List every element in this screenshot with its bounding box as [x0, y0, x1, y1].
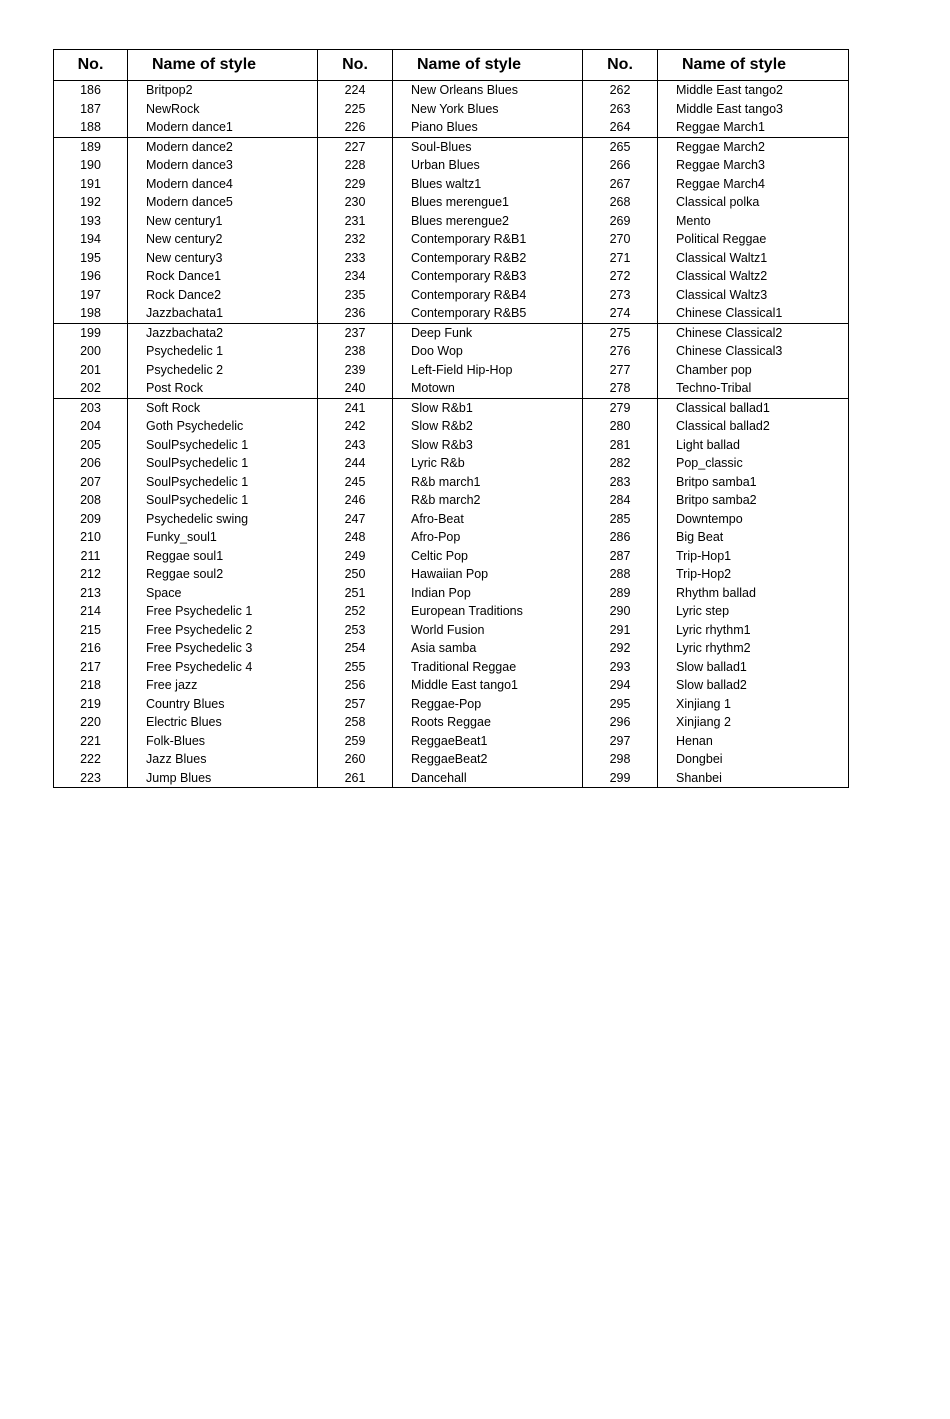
table-row	[54, 732, 849, 751]
header-no: No.	[583, 50, 658, 81]
style-name-cell: Goth Psychedelic	[128, 417, 318, 436]
table-row	[54, 304, 849, 323]
style-name-cell: Free Psychedelic 4	[128, 658, 318, 677]
style-name-cell: Middle East tango2	[658, 81, 849, 100]
style-number-cell: 294	[583, 676, 658, 695]
style-number-cell: 241	[318, 398, 393, 417]
style-name-cell: Blues waltz1	[393, 175, 583, 194]
style-name-cell: Chinese Classical1	[658, 304, 849, 323]
style-name-cell: Soul-Blues	[393, 137, 583, 156]
style-name-cell: Free Psychedelic 2	[128, 621, 318, 640]
style-name-cell: Celtic Pop	[393, 547, 583, 566]
table-row	[54, 137, 849, 156]
style-number-cell: 224	[318, 81, 393, 100]
style-number-cell: 282	[583, 454, 658, 473]
style-number-cell: 276	[583, 342, 658, 361]
style-number-cell: 219	[54, 695, 128, 714]
style-name-cell: Shanbei	[658, 769, 849, 788]
style-name-cell: Reggae March4	[658, 175, 849, 194]
header-name-of-style: Name of style	[393, 50, 583, 81]
style-number-cell: 263	[583, 100, 658, 119]
style-number-cell: 195	[54, 249, 128, 268]
table-row	[54, 602, 849, 621]
style-name-cell: Britpo samba1	[658, 473, 849, 492]
style-name-cell: Electric Blues	[128, 713, 318, 732]
style-name-cell: Psychedelic 2	[128, 361, 318, 380]
style-number-cell: 287	[583, 547, 658, 566]
style-name-cell: Xinjiang 2	[658, 713, 849, 732]
style-name-cell: Contemporary R&B3	[393, 267, 583, 286]
style-name-cell: Classical Waltz3	[658, 286, 849, 305]
style-number-cell: 223	[54, 769, 128, 788]
style-name-cell: Britpop2	[128, 81, 318, 100]
style-number-cell: 239	[318, 361, 393, 380]
style-number-cell: 197	[54, 286, 128, 305]
style-number-cell: 208	[54, 491, 128, 510]
style-number-cell: 299	[583, 769, 658, 788]
style-number-cell: 221	[54, 732, 128, 751]
table-row	[54, 417, 849, 436]
style-number-cell: 220	[54, 713, 128, 732]
style-name-cell: Chamber pop	[658, 361, 849, 380]
style-number-cell: 226	[318, 118, 393, 137]
style-name-cell: Blues merengue2	[393, 212, 583, 231]
style-number-cell: 243	[318, 436, 393, 455]
style-name-cell: Blues merengue1	[393, 193, 583, 212]
style-number-cell: 275	[583, 323, 658, 342]
style-name-cell: ReggaeBeat1	[393, 732, 583, 751]
style-number-cell: 255	[318, 658, 393, 677]
style-number-cell: 265	[583, 137, 658, 156]
style-number-cell: 194	[54, 230, 128, 249]
style-name-cell: Lyric rhythm1	[658, 621, 849, 640]
style-name-cell: Piano Blues	[393, 118, 583, 137]
style-name-cell: Lyric rhythm2	[658, 639, 849, 658]
style-number-cell: 296	[583, 713, 658, 732]
style-number-cell: 212	[54, 565, 128, 584]
style-name-cell: Big Beat	[658, 528, 849, 547]
style-name-cell: Classical ballad1	[658, 398, 849, 417]
style-number-cell: 214	[54, 602, 128, 621]
style-number-cell: 262	[583, 81, 658, 100]
style-name-cell: Jump Blues	[128, 769, 318, 788]
table-row	[54, 547, 849, 566]
style-name-cell: Reggae March2	[658, 137, 849, 156]
style-name-cell: R&b march1	[393, 473, 583, 492]
table-row	[54, 491, 849, 510]
style-number-cell: 284	[583, 491, 658, 510]
table-row	[54, 361, 849, 380]
style-name-cell: Slow ballad2	[658, 676, 849, 695]
style-name-cell: New century1	[128, 212, 318, 231]
style-name-cell: Pop_classic	[658, 454, 849, 473]
table-row	[54, 658, 849, 677]
style-name-cell: Chinese Classical2	[658, 323, 849, 342]
table-row	[54, 193, 849, 212]
header-no: No.	[54, 50, 128, 81]
style-name-cell: Britpo samba2	[658, 491, 849, 510]
style-number-cell: 256	[318, 676, 393, 695]
style-number-cell: 260	[318, 750, 393, 769]
table-row	[54, 118, 849, 137]
style-number-cell: 234	[318, 267, 393, 286]
style-name-cell: Reggae soul2	[128, 565, 318, 584]
style-name-cell: Afro-Beat	[393, 510, 583, 529]
table-row	[54, 156, 849, 175]
style-number-cell: 229	[318, 175, 393, 194]
style-name-cell: Indian Pop	[393, 584, 583, 603]
table-row	[54, 267, 849, 286]
table-row	[54, 565, 849, 584]
style-name-cell: Modern dance5	[128, 193, 318, 212]
style-number-cell: 207	[54, 473, 128, 492]
style-name-cell: Doo Wop	[393, 342, 583, 361]
style-number-cell: 272	[583, 267, 658, 286]
style-number-cell: 251	[318, 584, 393, 603]
style-number-cell: 218	[54, 676, 128, 695]
style-number-cell: 264	[583, 118, 658, 137]
style-name-cell: Soft Rock	[128, 398, 318, 417]
style-name-cell: Middle East tango1	[393, 676, 583, 695]
style-number-cell: 188	[54, 118, 128, 137]
style-number-cell: 253	[318, 621, 393, 640]
style-name-cell: Reggae March3	[658, 156, 849, 175]
style-name-cell: Modern dance1	[128, 118, 318, 137]
style-number-cell: 199	[54, 323, 128, 342]
style-name-cell: SoulPsychedelic 1	[128, 454, 318, 473]
style-name-cell: Rhythm ballad	[658, 584, 849, 603]
style-name-cell: New York Blues	[393, 100, 583, 119]
style-number-cell: 274	[583, 304, 658, 323]
style-name-cell: Jazzbachata2	[128, 323, 318, 342]
style-name-cell: Classical polka	[658, 193, 849, 212]
style-number-cell: 257	[318, 695, 393, 714]
style-number-cell: 203	[54, 398, 128, 417]
style-number-cell: 192	[54, 193, 128, 212]
style-name-cell: ReggaeBeat2	[393, 750, 583, 769]
style-number-cell: 238	[318, 342, 393, 361]
style-number-cell: 189	[54, 137, 128, 156]
style-list-table	[53, 49, 849, 788]
style-number-cell: 277	[583, 361, 658, 380]
style-name-cell: Country Blues	[128, 695, 318, 714]
table-row	[54, 769, 849, 788]
style-number-cell: 245	[318, 473, 393, 492]
table-row	[54, 286, 849, 305]
table-body	[54, 81, 849, 788]
table-row	[54, 510, 849, 529]
style-name-cell: World Fusion	[393, 621, 583, 640]
style-number-cell: 269	[583, 212, 658, 231]
style-name-cell: Funky_soul1	[128, 528, 318, 547]
table-row	[54, 81, 849, 100]
style-number-cell: 261	[318, 769, 393, 788]
style-number-cell: 298	[583, 750, 658, 769]
table-row	[54, 212, 849, 231]
style-name-cell: Contemporary R&B5	[393, 304, 583, 323]
style-number-cell: 198	[54, 304, 128, 323]
style-number-cell: 278	[583, 379, 658, 398]
style-name-cell: Light ballad	[658, 436, 849, 455]
style-name-cell: Slow R&b3	[393, 436, 583, 455]
style-name-cell: Downtempo	[658, 510, 849, 529]
table-row	[54, 398, 849, 417]
style-name-cell: SoulPsychedelic 1	[128, 436, 318, 455]
style-number-cell: 202	[54, 379, 128, 398]
style-name-cell: Psychedelic 1	[128, 342, 318, 361]
style-name-cell: New Orleans Blues	[393, 81, 583, 100]
style-number-cell: 266	[583, 156, 658, 175]
style-name-cell: Rock Dance1	[128, 267, 318, 286]
style-number-cell: 271	[583, 249, 658, 268]
style-name-cell: Modern dance4	[128, 175, 318, 194]
style-number-cell: 210	[54, 528, 128, 547]
style-name-cell: Asia samba	[393, 639, 583, 658]
style-number-cell: 206	[54, 454, 128, 473]
style-number-cell: 204	[54, 417, 128, 436]
style-number-cell: 290	[583, 602, 658, 621]
table-row	[54, 473, 849, 492]
style-number-cell: 217	[54, 658, 128, 677]
table-row	[54, 342, 849, 361]
table-header	[54, 50, 849, 81]
style-number-cell: 196	[54, 267, 128, 286]
style-number-cell: 292	[583, 639, 658, 658]
style-number-cell: 267	[583, 175, 658, 194]
style-name-cell: Dancehall	[393, 769, 583, 788]
style-number-cell: 235	[318, 286, 393, 305]
style-number-cell: 193	[54, 212, 128, 231]
style-name-cell: Slow R&b2	[393, 417, 583, 436]
style-name-cell: Afro-Pop	[393, 528, 583, 547]
table-row	[54, 584, 849, 603]
style-name-cell: Political Reggae	[658, 230, 849, 249]
style-number-cell: 233	[318, 249, 393, 268]
style-name-cell: Rock Dance2	[128, 286, 318, 305]
style-name-cell: Slow R&b1	[393, 398, 583, 417]
style-name-cell: Space	[128, 584, 318, 603]
style-number-cell: 209	[54, 510, 128, 529]
style-number-cell: 259	[318, 732, 393, 751]
style-number-cell: 279	[583, 398, 658, 417]
style-name-cell: Contemporary R&B4	[393, 286, 583, 305]
style-name-cell: Jazz Blues	[128, 750, 318, 769]
style-name-cell: Chinese Classical3	[658, 342, 849, 361]
table-row	[54, 249, 849, 268]
style-name-cell: Middle East tango3	[658, 100, 849, 119]
style-name-cell: Contemporary R&B1	[393, 230, 583, 249]
style-number-cell: 244	[318, 454, 393, 473]
table-row	[54, 676, 849, 695]
style-name-cell: Trip-Hop2	[658, 565, 849, 584]
style-name-cell: Urban Blues	[393, 156, 583, 175]
style-name-cell: Lyric R&b	[393, 454, 583, 473]
style-number-cell: 252	[318, 602, 393, 621]
style-name-cell: Traditional Reggae	[393, 658, 583, 677]
style-name-cell: Classical ballad2	[658, 417, 849, 436]
style-number-cell: 215	[54, 621, 128, 640]
table-row	[54, 230, 849, 249]
style-name-cell: Modern dance3	[128, 156, 318, 175]
style-name-cell: Classical Waltz1	[658, 249, 849, 268]
table-row	[54, 695, 849, 714]
style-name-cell: R&b march2	[393, 491, 583, 510]
style-number-cell: 258	[318, 713, 393, 732]
style-number-cell: 280	[583, 417, 658, 436]
style-number-cell: 250	[318, 565, 393, 584]
style-number-cell: 228	[318, 156, 393, 175]
style-number-cell: 285	[583, 510, 658, 529]
style-name-cell: Free jazz	[128, 676, 318, 695]
style-name-cell: Techno-Tribal	[658, 379, 849, 398]
header-row	[54, 50, 849, 81]
style-number-cell: 205	[54, 436, 128, 455]
style-number-cell: 242	[318, 417, 393, 436]
style-name-cell: Free Psychedelic 1	[128, 602, 318, 621]
table-row	[54, 436, 849, 455]
header-name-of-style: Name of style	[128, 50, 318, 81]
style-number-cell: 237	[318, 323, 393, 342]
style-number-cell: 249	[318, 547, 393, 566]
style-name-cell: Henan	[658, 732, 849, 751]
style-number-cell: 283	[583, 473, 658, 492]
style-name-cell: Post Rock	[128, 379, 318, 398]
style-number-cell: 293	[583, 658, 658, 677]
style-name-cell: Jazzbachata1	[128, 304, 318, 323]
table-row	[54, 323, 849, 342]
style-number-cell: 236	[318, 304, 393, 323]
style-number-cell: 190	[54, 156, 128, 175]
style-number-cell: 230	[318, 193, 393, 212]
style-number-cell: 291	[583, 621, 658, 640]
style-number-cell: 288	[583, 565, 658, 584]
style-name-cell: Slow ballad1	[658, 658, 849, 677]
style-name-cell: Classical Waltz2	[658, 267, 849, 286]
style-number-cell: 213	[54, 584, 128, 603]
style-number-cell: 254	[318, 639, 393, 658]
style-name-cell: Modern dance2	[128, 137, 318, 156]
style-number-cell: 240	[318, 379, 393, 398]
style-name-cell: Roots Reggae	[393, 713, 583, 732]
table-row	[54, 621, 849, 640]
table-row	[54, 713, 849, 732]
header-name-of-style: Name of style	[658, 50, 849, 81]
style-name-cell: Mento	[658, 212, 849, 231]
style-name-cell: Motown	[393, 379, 583, 398]
style-number-cell: 247	[318, 510, 393, 529]
style-name-cell: Lyric step	[658, 602, 849, 621]
style-number-cell: 270	[583, 230, 658, 249]
style-name-cell: Left-Field Hip-Hop	[393, 361, 583, 380]
style-name-cell: European Traditions	[393, 602, 583, 621]
style-number-cell: 211	[54, 547, 128, 566]
style-number-cell: 268	[583, 193, 658, 212]
style-number-cell: 289	[583, 584, 658, 603]
table-row	[54, 528, 849, 547]
style-name-cell: NewRock	[128, 100, 318, 119]
style-name-cell: New century2	[128, 230, 318, 249]
style-name-cell: Reggae March1	[658, 118, 849, 137]
style-number-cell: 216	[54, 639, 128, 658]
style-number-cell: 232	[318, 230, 393, 249]
style-name-cell: New century3	[128, 249, 318, 268]
style-name-cell: SoulPsychedelic 1	[128, 473, 318, 492]
style-number-cell: 200	[54, 342, 128, 361]
style-number-cell: 246	[318, 491, 393, 510]
style-number-cell: 295	[583, 695, 658, 714]
style-number-cell: 187	[54, 100, 128, 119]
style-number-cell: 227	[318, 137, 393, 156]
table-row	[54, 379, 849, 398]
style-name-cell: Free Psychedelic 3	[128, 639, 318, 658]
style-number-cell: 225	[318, 100, 393, 119]
style-name-cell: Deep Funk	[393, 323, 583, 342]
style-name-cell: Folk-Blues	[128, 732, 318, 751]
style-number-cell: 191	[54, 175, 128, 194]
style-number-cell: 222	[54, 750, 128, 769]
style-name-cell: SoulPsychedelic 1	[128, 491, 318, 510]
style-number-cell: 297	[583, 732, 658, 751]
table-row	[54, 454, 849, 473]
style-number-cell: 281	[583, 436, 658, 455]
style-number-cell: 273	[583, 286, 658, 305]
table-row	[54, 175, 849, 194]
style-name-cell: Hawaiian Pop	[393, 565, 583, 584]
style-number-cell: 231	[318, 212, 393, 231]
table-row	[54, 100, 849, 119]
style-name-cell: Psychedelic swing	[128, 510, 318, 529]
style-number-cell: 248	[318, 528, 393, 547]
style-name-cell: Reggae-Pop	[393, 695, 583, 714]
table-row	[54, 750, 849, 769]
style-name-cell: Dongbei	[658, 750, 849, 769]
style-name-cell: Trip-Hop1	[658, 547, 849, 566]
style-number-cell: 286	[583, 528, 658, 547]
header-no: No.	[318, 50, 393, 81]
style-number-cell: 186	[54, 81, 128, 100]
table-row	[54, 639, 849, 658]
style-name-cell: Reggae soul1	[128, 547, 318, 566]
style-name-cell: Xinjiang 1	[658, 695, 849, 714]
style-number-cell: 201	[54, 361, 128, 380]
style-name-cell: Contemporary R&B2	[393, 249, 583, 268]
